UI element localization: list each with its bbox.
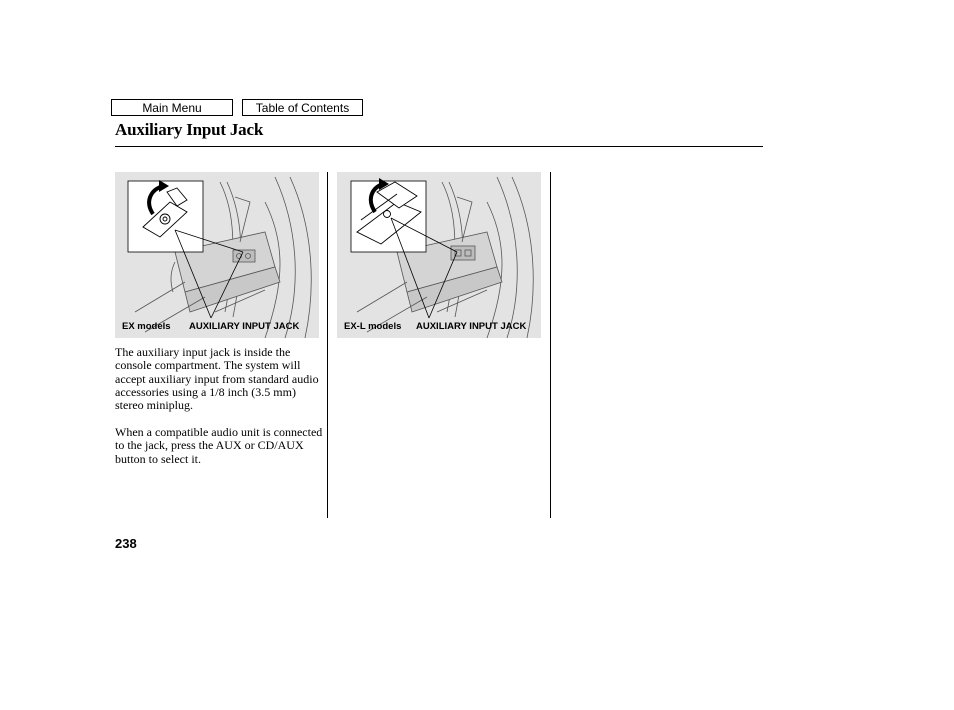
auxiliary-input-jack-label: AUXILIARY INPUT JACK xyxy=(189,321,300,332)
ex-models-label: EX models xyxy=(122,321,171,332)
ex-l-models-console-illustration xyxy=(337,172,541,338)
ex-models-console-illustration xyxy=(115,172,319,338)
console-drawing xyxy=(115,172,319,338)
console-drawing xyxy=(337,172,541,338)
body-paragraph-2: When a compatible audio unit is connected to the jack, press the AUX or CD/AUX button to select it. xyxy=(115,425,323,466)
page-title: Auxiliary Input Jack xyxy=(115,120,264,139)
body-paragraph-1: The auxiliary input jack is inside the console compartment. The system will accept auxiliary input from standard audio accessories using a 1/8 inch (3.5 mm) stereo miniplug. xyxy=(115,345,319,413)
auxiliary-input-jack-label: AUXILIARY INPUT JACK xyxy=(416,321,527,332)
page-number: 238 xyxy=(115,536,137,551)
ex-l-models-label: EX-L models xyxy=(344,321,402,332)
main-menu-button[interactable]: Main Menu xyxy=(111,99,233,116)
column-divider-left xyxy=(327,172,328,518)
title-divider xyxy=(115,146,763,147)
column-divider-right xyxy=(550,172,551,518)
table-of-contents-button[interactable]: Table of Contents xyxy=(242,99,363,116)
